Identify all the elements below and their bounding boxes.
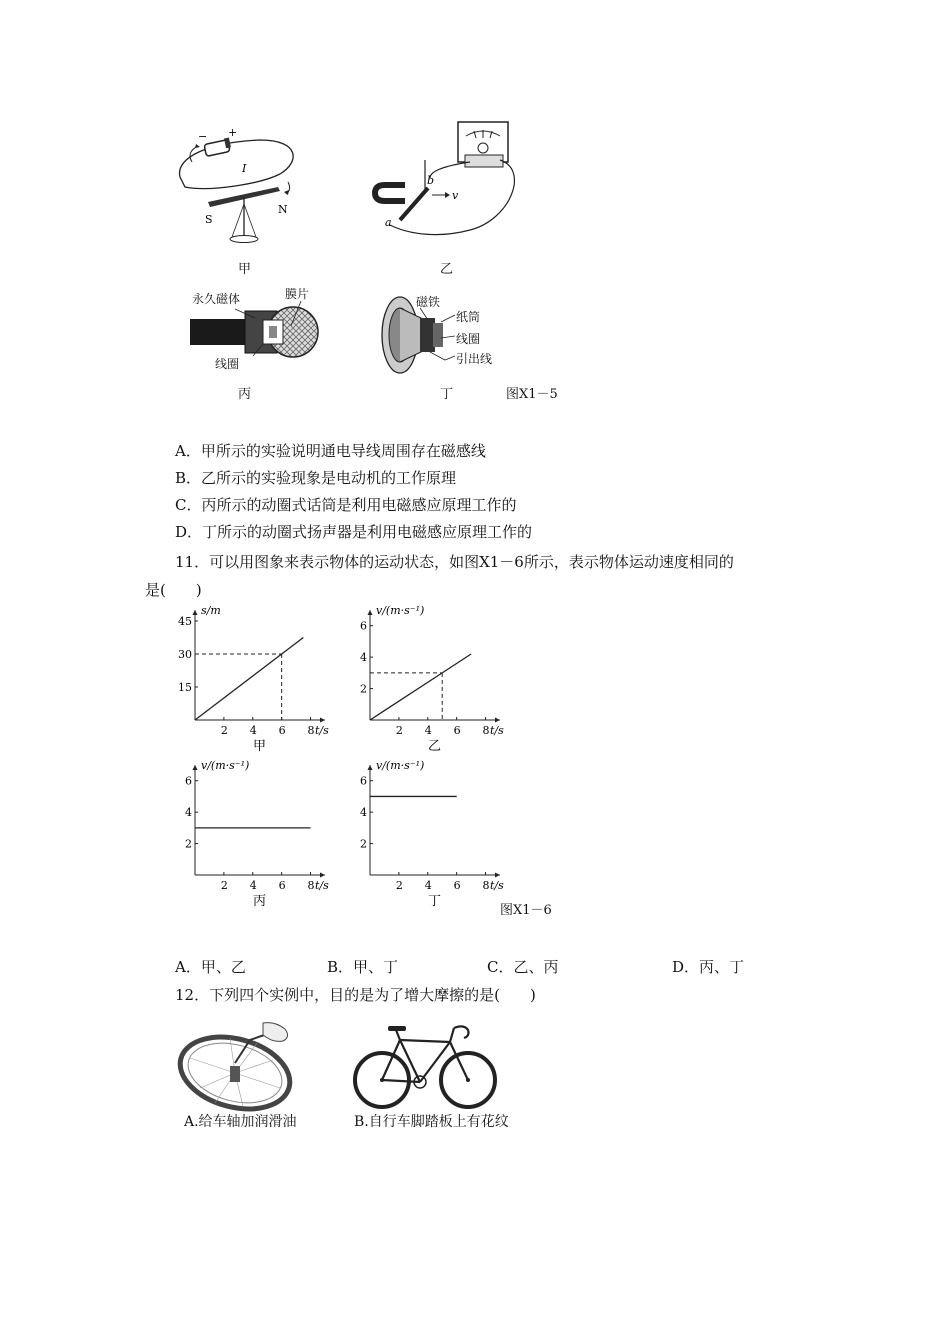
fig5-ding-label: 丁 [440,387,454,402]
north-pole-label: N [278,203,288,216]
diaphragm-label: 膜片 [285,287,310,301]
chart-panel-label: 甲 [253,739,267,754]
q10-option-b: B．乙所示的实验现象是电动机的工作原理 [175,469,457,487]
bicycle-image [350,1018,500,1113]
x-tick-label: 4 [424,724,432,737]
wheel-lubrication-image [175,1018,305,1113]
x-tick-label: 2 [395,879,403,892]
south-pole-label: S [205,213,213,226]
q12-image-a-caption: A.给车轴加润滑油 [184,1114,297,1130]
q12-stem: 12．下列四个实例中，目的是为了增大摩擦的是( ) [175,986,536,1004]
fig5-title: 图X1－5 [506,387,558,402]
speaker-coil-label: 线圈 [456,332,481,346]
plus-sign: + [228,126,238,139]
y-axis-label: v/(m·s⁻¹) [376,604,425,617]
q10-option-d: D．丁所示的动圈式扬声器是利用电磁感应原理工作的 [175,523,533,541]
x-tick-label: 2 [220,724,228,737]
point-a-label: a [385,216,392,229]
induction-experiment-figure [370,120,520,245]
y-axis-label: v/(m·s⁻¹) [376,759,425,772]
figure-x1-6 [160,600,600,920]
x-axis-arrow [320,873,325,878]
q11-stem-line1: 11．可以用图象来表示物体的运动状态，如图X1－6所示，表示物体运动速度相同的 [175,553,734,571]
q10-option-c: C．丙所示的动圈式话筒是利用电磁感应原理工作的 [175,496,517,514]
y-tick-label: 6 [360,774,367,788]
q11-option-c: C．乙、丙 [487,958,559,976]
q11-option-b: B．甲、丁 [327,958,399,976]
x-tick-label: 4 [249,879,257,892]
x-tick-label: 6 [453,879,461,892]
lead-wire-label: 引出线 [456,352,493,366]
x-tick-label: 4 [249,724,257,737]
speaker-magnet-label: 磁铁 [416,295,441,309]
x-tick-label: 6 [453,724,461,737]
series-line [195,638,303,721]
x-axis-label: t/s [315,724,329,737]
x-tick-label: 2 [220,879,228,892]
y-tick-label: 30 [178,648,192,661]
x-tick-label: 2 [395,724,403,737]
y-axis-label: v/(m·s⁻¹) [201,759,250,772]
y-tick-label: 2 [360,837,367,851]
x-axis-label: t/s [315,879,329,892]
q10-option-a: A．甲所示的实验说明通电导线周围存在磁感线 [175,442,486,460]
fig5-jia-label: 甲 [238,262,252,277]
x-axis-arrow [320,718,325,723]
fig6-title: 图X1－6 [500,903,552,918]
y-tick-label: 4 [360,651,367,665]
q11-stem-line2: 是( ) [145,581,202,599]
current-label: I [242,162,247,175]
x-tick-label: 4 [424,879,432,892]
x-tick-label: 8 [307,879,315,892]
x-axis-label: t/s [490,724,504,737]
y-axis-arrow [368,765,373,770]
oersted-experiment-figure [170,122,310,257]
y-tick-label: 4 [185,806,192,820]
permanent-magnet-label: 永久磁体 [192,292,241,306]
minus-sign: − [198,130,208,143]
point-b-label: b [427,174,435,187]
y-tick-label: 4 [360,806,367,820]
q12-image-b-caption: B.自行车脚踏板上有花纹 [354,1114,509,1130]
x-tick-label: 6 [278,879,286,892]
x-tick-label: 8 [482,724,490,737]
chart-panel-label: 丙 [253,894,267,909]
y-tick-label: 6 [185,774,192,788]
velocity-label: v [452,189,459,202]
y-tick-label: 45 [178,615,192,628]
figure-x1-5 [160,110,600,410]
paper-cone-label: 纸筒 [456,310,481,324]
series-line [370,654,471,720]
q11-option-a: A．甲、乙 [175,958,246,976]
x-tick-label: 6 [278,724,286,737]
y-axis-arrow [193,610,198,615]
y-axis-label: s/m [201,604,221,617]
q11-option-d: D．丙、丁 [672,958,745,976]
y-axis-arrow [368,610,373,615]
mic-coil-label: 线圈 [215,357,240,371]
x-axis-arrow [495,718,500,723]
chart-panel-label: 丁 [428,894,442,909]
y-tick-label: 15 [178,681,192,694]
y-tick-label: 6 [360,619,367,633]
fig5-yi-label: 乙 [440,262,454,277]
y-tick-label: 2 [185,837,192,851]
x-axis-arrow [495,873,500,878]
chart-panel-label: 乙 [428,739,442,754]
y-tick-label: 2 [360,682,367,696]
x-tick-label: 8 [307,724,315,737]
fig5-bing-label: 丙 [238,387,252,402]
x-tick-label: 8 [482,879,490,892]
x-axis-label: t/s [490,879,504,892]
y-axis-arrow [193,765,198,770]
